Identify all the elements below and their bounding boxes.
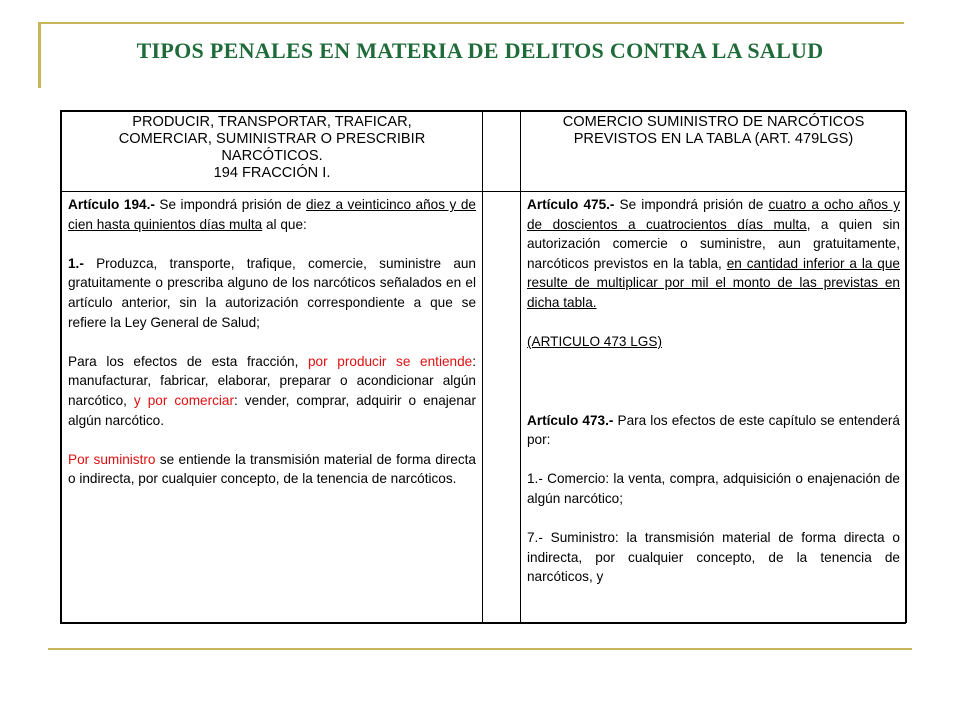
text-span: se entiende la transmisión material de forma directa o indirecta, por cualquier concepto, de la tenencia de narcóticos. xyxy=(68,451,476,487)
right-header-line: PREVISTOS EN LA TABLA (ART. 479LGS) xyxy=(573,131,854,147)
left-header-line: PRODUCIR, TRANSPORTAR, TRAFICAR, xyxy=(132,114,412,130)
text-span: Produzca, transporte, trafique, comercie, suministre aun gratuitamente o prescriba alguno de los narcóticos señalados en el artículo anterior, sin la autorización correspondiente a que se refiere la Ley General de Salud; xyxy=(68,255,476,330)
right-header-cell xyxy=(521,112,907,192)
slide-title: TIPOS PENALES EN MATERIA DE DELITOS CONTRA LA SALUD xyxy=(136,38,824,63)
article-194-label: Artículo 194.- xyxy=(68,197,155,212)
penalty-underlined: cuatro a ocho años y de doscientos a cuatrocientos días multa xyxy=(527,197,900,232)
middle-body-cell xyxy=(483,192,521,623)
comparison-table xyxy=(60,110,906,624)
penalty-underlined: diez a veinticinco años y de cien hasta quinientos días multa xyxy=(68,197,476,232)
reference-underlined: (ARTICULO 473 LGS) xyxy=(527,334,662,350)
spacer-paragraph xyxy=(527,371,900,391)
text-span: Se impondrá prisión de xyxy=(154,197,306,212)
text-span: Para los efectos de este capítulo se entenderá por: xyxy=(527,412,900,448)
middle-header-cell xyxy=(483,112,521,192)
text-span: : manufacturar, fabricar, elaborar, preparar o acondicionar algún narcótico, xyxy=(68,353,476,408)
bottom-divider-line xyxy=(48,648,912,650)
quantity-underlined: en cantidad inferior a la que resulte de multiplicar por mil el monto de las previstas en dicha tabla. xyxy=(527,255,900,310)
text-span: Se impondrá prisión de xyxy=(614,197,769,212)
text-span: , a quien sin autorización comercie o suministre, aun gratuitamente, narcóticos previstos en la tabla, xyxy=(527,216,900,271)
left-header-line: 194 FRACCIÓN I. xyxy=(213,165,331,181)
right-body-cell xyxy=(521,192,907,623)
article-475-paragraph xyxy=(527,195,900,313)
article-473-paragraph xyxy=(527,411,900,450)
article-473-reference xyxy=(527,332,900,352)
text-span: : vender, comprar, adquirir o enajenar algún narcótico. xyxy=(68,392,476,428)
article-475-label: Artículo 475.- xyxy=(527,197,615,212)
article-473-label: Artículo 473.- xyxy=(527,412,614,428)
right-header-line: COMERCIO SUMINISTRO DE NARCÓTICOS xyxy=(562,114,865,130)
red-highlight: por producir se entiende xyxy=(308,353,473,369)
left-header-line: NARCÓTICOS. xyxy=(221,148,323,164)
definitions-paragraph xyxy=(68,352,476,430)
text-span: Para los efectos de esta fracción, xyxy=(68,353,308,369)
suministro-definition: 7.- Suministro: la transmisión material de forma directa o indirecta, por cualquier concepto, de la tenencia de narcóticos, y xyxy=(527,530,900,585)
comercio-definition: 1.- Comercio: la venta, compra, adquisición o enajenación de algún narcótico; xyxy=(527,471,900,506)
fraction-1-paragraph xyxy=(68,254,476,332)
left-header-line: COMERCIAR, SUMINISTRAR O PRESCRIBIR xyxy=(118,131,426,147)
left-header-cell xyxy=(62,112,483,192)
article-194-paragraph xyxy=(68,195,476,234)
text-span: al que: xyxy=(262,216,307,232)
red-highlight: Por suministro xyxy=(68,451,156,467)
red-highlight: y por comerciar xyxy=(133,392,235,408)
top-divider-line xyxy=(38,22,904,24)
suministro-paragraph xyxy=(68,450,476,489)
left-body-cell xyxy=(62,192,483,623)
fraction-label: 1.- xyxy=(68,255,84,271)
